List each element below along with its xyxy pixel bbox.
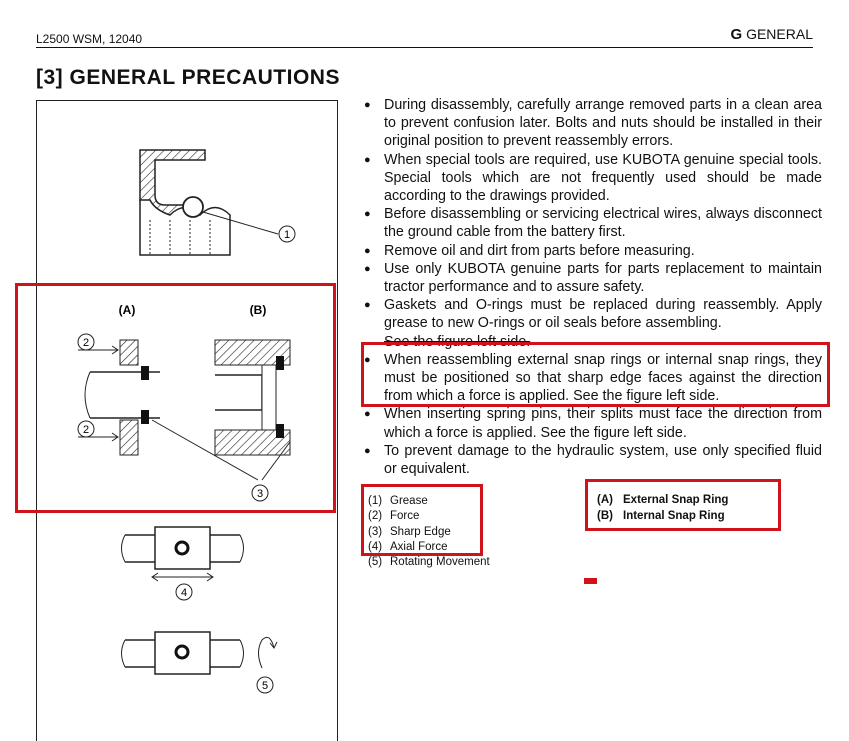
- precautions-list: [362, 96, 822, 478]
- callout-5: 5: [261, 680, 269, 692]
- legend-num: (2): [368, 510, 383, 523]
- label-b: (B): [249, 303, 267, 317]
- callout-3: 3: [256, 488, 264, 500]
- label-a: (A): [118, 303, 136, 317]
- callout-2-top: 2: [82, 337, 90, 349]
- legend-num: (A): [597, 494, 613, 506]
- list-item: ● Before disassembling or servicing electrical wires, always disconnect the ground cable from the battery first.: [362, 205, 822, 241]
- legend-label: Sharp Edge: [390, 525, 451, 538]
- spring-pin-rotating-drawing: [122, 632, 278, 693]
- highlight-snap-ring-figure: [15, 283, 336, 513]
- list-item: ● When reassembling external snap rings or internal snap rings, they must be positioned so that sharp edge faces against the direction from which a force is applied. See the figure left side.: [362, 351, 822, 406]
- legend-num: (5): [368, 556, 383, 569]
- legend-label: Axial Force: [390, 540, 448, 553]
- callout-1: 1: [283, 229, 291, 241]
- legend-num: (B): [597, 510, 613, 522]
- callout-2-bottom: 2: [82, 424, 90, 436]
- list-item: ● Use only KUBOTA genuine parts for parts replacement to maintain tractor performance and to assure safety.: [362, 260, 822, 296]
- legend-label: Internal Snap Ring: [623, 510, 725, 522]
- legend-label: Force: [390, 510, 420, 523]
- list-item: ● When inserting spring pins, their splits must face the direction from which a force is applied. See the figure left side.: [362, 405, 822, 441]
- list-item: ● During disassembly, carefully arrange removed parts in a clean area to prevent confusion later. Bolts and nuts should be installed in their original position to prevent reassembly errors.: [362, 96, 822, 151]
- spring-pin-axial-drawing: [122, 527, 244, 600]
- callout-4: 4: [180, 587, 188, 599]
- list-item-text: Gaskets and O-rings must be replaced during reassembly. Apply grease to new O-rings or oil seals before assembling.: [384, 297, 822, 332]
- legend-num: (1): [368, 495, 383, 507]
- legend-label: Rotating Movement: [390, 556, 490, 569]
- legend-label: Grease: [390, 495, 428, 507]
- list-item: ● When special tools are required, use KUBOTA genuine special tools. Special tools which are not frequently used should be made according to the drawings provided.: [362, 151, 822, 206]
- oil-seal-drawing: [140, 150, 295, 255]
- red-mark: [584, 578, 597, 584]
- legend-num: (4): [368, 540, 383, 553]
- header-section-letter: G: [730, 26, 743, 43]
- legend-label: External Snap Ring: [623, 494, 729, 506]
- highlight-snap-ring-text: [361, 342, 830, 407]
- list-item: ● Remove oil and dirt from parts before measuring.: [362, 242, 822, 260]
- legend-num: (3): [368, 525, 383, 538]
- highlight-legend-letters: [585, 479, 781, 531]
- header-manual-code: L2500 WSM, 12040: [36, 32, 143, 46]
- page-title: [3] GENERAL PRECAUTIONS: [36, 66, 340, 89]
- legend-row: [368, 555, 490, 570]
- list-item: ● To prevent damage to the hydraulic system, use only specified fluid or equivalent.: [362, 442, 822, 478]
- header-section-word: GENERAL: [746, 26, 813, 42]
- highlight-legend-numbers: [361, 484, 483, 556]
- list-item-struck-text: See the figure left side.: [384, 333, 531, 350]
